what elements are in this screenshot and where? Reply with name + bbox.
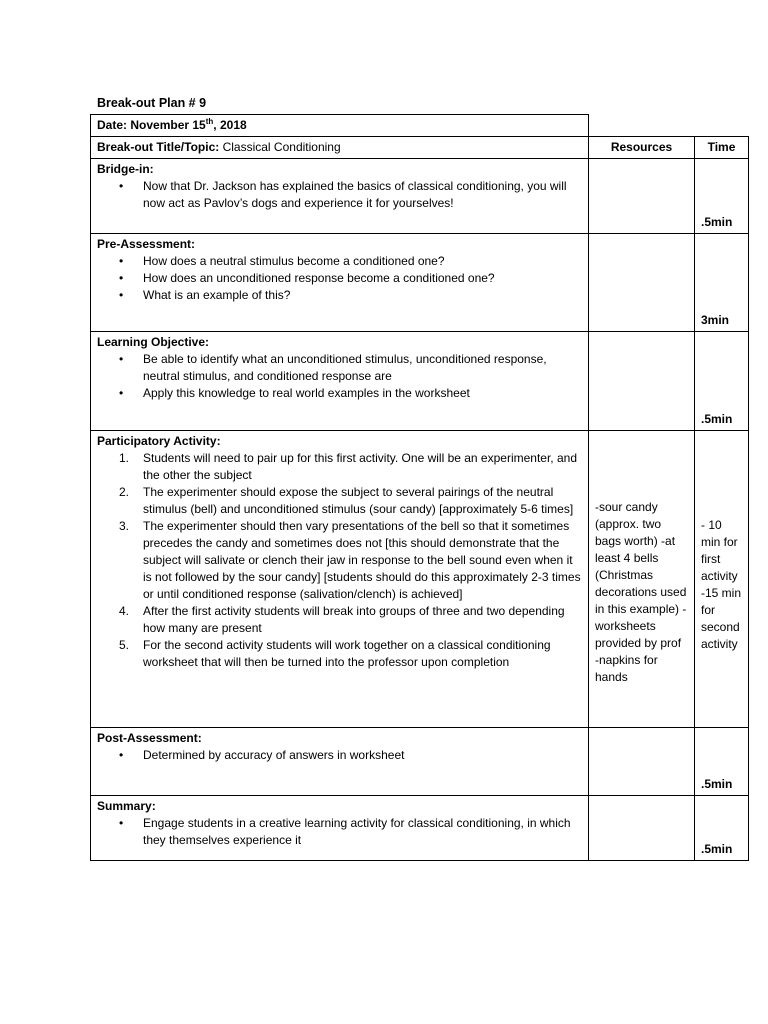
list-item: • How does a neutral stimulus become a conditioned one? [97, 253, 582, 270]
summary-time-cell [695, 796, 749, 861]
list-item [97, 603, 582, 637]
date-suffix: th [205, 117, 214, 126]
list-item: • How does an unconditioned response become a conditioned one? [97, 270, 582, 287]
activity-steps [97, 450, 582, 671]
pre-time-cell [695, 234, 749, 332]
bridge-time-cell [695, 159, 749, 234]
step-number: 1. [119, 451, 130, 465]
objective-time-cell [695, 332, 749, 431]
objective-cell [91, 332, 589, 431]
list-item [97, 518, 582, 603]
bridge-time: .5min [701, 215, 733, 229]
resources-header: Resources [589, 137, 695, 159]
step-text: Students will need to pair up for this first activity. One will be an experimenter, and the other the subject [143, 451, 577, 482]
step-text: For the second activity students will work together on a classical conditioning worksheet that will then be turned into the professor upon completion [143, 638, 551, 669]
time-header: Time [695, 137, 749, 159]
list-item [97, 637, 582, 671]
bridge-resources [589, 159, 695, 234]
summary-cell [91, 796, 589, 861]
bridge-row [91, 159, 749, 234]
date-label: Date: [97, 118, 128, 132]
date-empty-cell [589, 115, 749, 137]
list-item: • What is an example of this? [97, 287, 582, 304]
list-item: • Determined by accuracy of answers in worksheet [97, 747, 582, 764]
objective-time: .5min [701, 412, 733, 426]
pre-cell [91, 234, 589, 332]
pre-list [97, 253, 582, 304]
summary-time: .5min [701, 842, 733, 856]
activity-cell [91, 431, 589, 728]
list-item: • Now that Dr. Jackson has explained the basics of classical conditioning, you will now act as Pavlov’s dogs and experience it for yourselves! [97, 178, 582, 212]
summary-list [97, 815, 582, 849]
post-time: .5min [701, 777, 733, 791]
header-row [91, 137, 749, 159]
list-item: • Apply this knowledge to real world examples in the worksheet [97, 385, 582, 402]
list-item: • Engage students in a creative learning activity for classical conditioning, in which they themselves experience it [97, 815, 582, 849]
activity-resources: -sour candy (approx. two bags worth) -at least 4 bells (Christmas decorations used in this example) -worksheets provided by prof -napkins for hands [589, 431, 695, 728]
step-text: After the first activity students will break into groups of three and two depending how many are present [143, 604, 565, 635]
step-text: The experimenter should expose the subject to several pairings of the neutral stimulus (bell) and unconditioned stimulus (sour candy) [approximately 5-6 times] [143, 485, 574, 516]
post-time-cell [695, 728, 749, 796]
step-text: The experimenter should then vary presentations of the bell so that it sometimes precedes the candy and sometimes does not [this should demonstrate that the subject will salivate or clench their jaw in response to the bell sound even when it is not followed by the sour candy] [students should do this approximately 2-3 times or until conditioned response (salivation/clench) is achieved] [143, 519, 581, 601]
pre-heading: Pre-Assessment: [97, 237, 196, 251]
pre-row [91, 234, 749, 332]
document-title: Break-out Plan # 9 [97, 96, 207, 110]
post-row [91, 728, 749, 796]
step-number: 4. [119, 604, 130, 618]
list-item [97, 450, 582, 484]
objective-resources [589, 332, 695, 431]
pre-time: 3min [701, 313, 730, 327]
topic-cell [91, 137, 589, 159]
list-item [97, 484, 582, 518]
activity-row [91, 431, 749, 728]
pre-resources [589, 234, 695, 332]
step-number: 3. [119, 519, 130, 533]
objective-list [97, 351, 582, 402]
breakout-plan-table [90, 114, 749, 861]
step-number: 5. [119, 638, 130, 652]
topic-label: Break-out Title/Topic: [97, 140, 220, 154]
post-cell [91, 728, 589, 796]
objective-heading: Learning Objective: [97, 335, 210, 349]
objective-row [91, 332, 749, 431]
topic-value: Classical Conditioning [222, 140, 341, 154]
date-year: , 2018 [213, 118, 247, 132]
step-number: 2. [119, 485, 130, 499]
date-cell [91, 115, 589, 137]
post-list [97, 747, 582, 764]
post-heading: Post-Assessment: [97, 731, 202, 745]
summary-resources [589, 796, 695, 861]
date-row [91, 115, 749, 137]
bridge-cell [91, 159, 589, 234]
post-resources [589, 728, 695, 796]
bridge-heading: Bridge-in: [97, 162, 154, 176]
date-month-day: November 15 [130, 118, 206, 132]
activity-time: - 10 min for first activity -15 min for second activity [695, 431, 749, 728]
activity-heading: Participatory Activity: [97, 434, 221, 448]
summary-heading: Summary: [97, 799, 156, 813]
list-item: • Be able to identify what an unconditioned stimulus, unconditioned response, neutral stimulus, and conditioned response are [97, 351, 582, 385]
bridge-list [97, 178, 582, 212]
summary-row [91, 796, 749, 861]
